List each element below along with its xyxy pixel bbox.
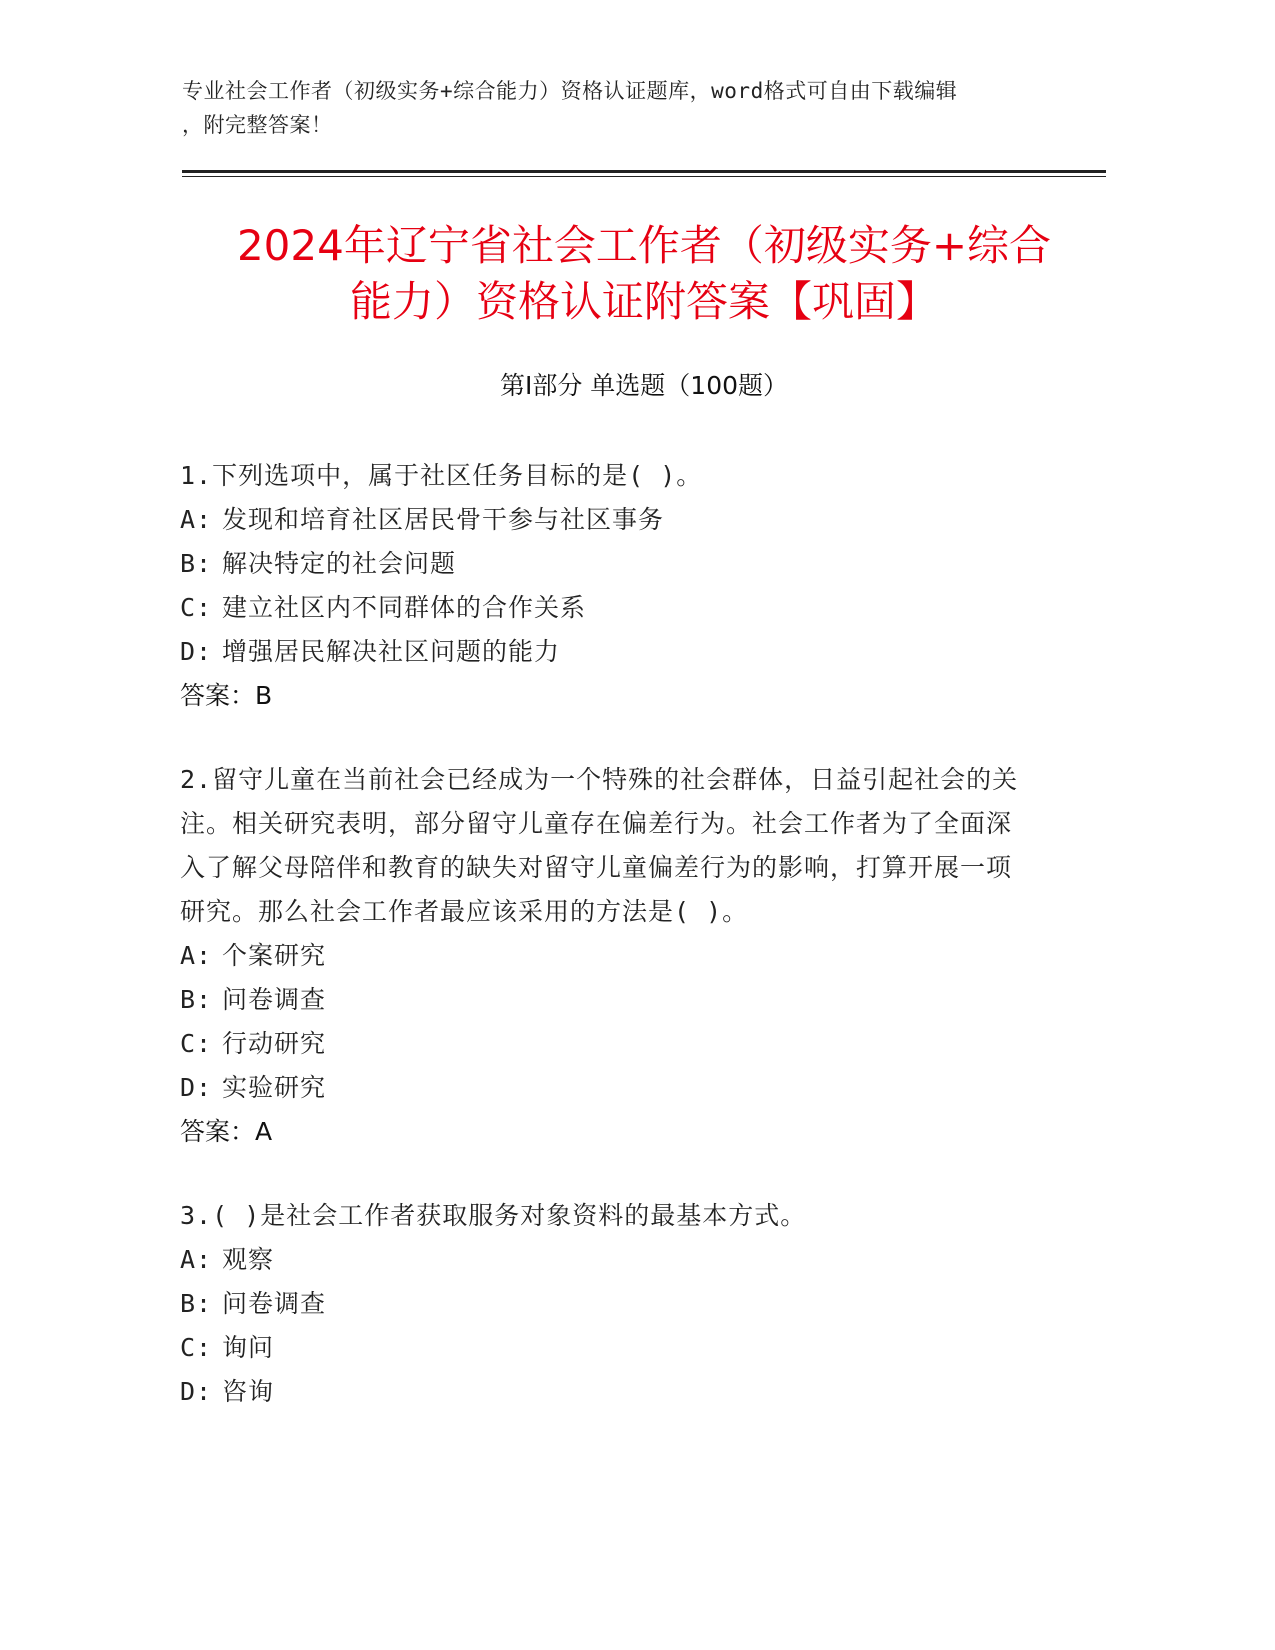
option-text: 解决特定的社会问题 bbox=[222, 549, 457, 578]
option-text: 咨询 bbox=[222, 1377, 275, 1406]
document-title bbox=[182, 218, 1106, 330]
option-letter: D: bbox=[180, 637, 213, 666]
question-stem: 3.( )是社会工作者获取服务对象资料的最基本方式。 bbox=[180, 1201, 807, 1230]
option-text: 发现和培育社区居民骨干参与社区事务 bbox=[222, 505, 665, 534]
answer-label: 答案： bbox=[180, 1117, 256, 1146]
document-title-line-2: 能力）资格认证附答案【巩固】 bbox=[349, 277, 938, 326]
section-heading: 第Ⅰ部分 单选题（100题） bbox=[499, 371, 789, 400]
option-d bbox=[180, 630, 1030, 674]
option-letter: B: bbox=[180, 1289, 213, 1318]
option-a bbox=[180, 934, 1030, 978]
option-text: 问卷调查 bbox=[222, 1289, 327, 1318]
answer-value: A bbox=[255, 1117, 273, 1146]
header-note-line-1: 专业社会工作者（初级实务+综合能力）资格认证题库，word格式可自由下载编辑 bbox=[182, 79, 958, 103]
answer-line bbox=[180, 674, 1030, 718]
option-text: 询问 bbox=[222, 1333, 275, 1362]
option-text: 实验研究 bbox=[222, 1073, 327, 1102]
answer-line bbox=[180, 1110, 1030, 1154]
question-2 bbox=[180, 758, 1030, 1154]
option-d bbox=[180, 1370, 1030, 1414]
option-a bbox=[180, 1238, 1030, 1282]
option-letter: B: bbox=[180, 985, 213, 1014]
answer-label: 答案： bbox=[180, 681, 256, 710]
option-b bbox=[180, 542, 1030, 586]
option-d bbox=[180, 1066, 1030, 1110]
option-letter: A: bbox=[180, 1245, 213, 1274]
question-stem: 2.留守儿童在当前社会已经成为一个特殊的社会群体，日益引起社会的关注。相关研究表明，部分留守儿童存在偏差行为。社会工作者为了全面深入了解父母陪伴和教育的缺失对留守儿童偏差行为的影响，打算开展一项研究。那么社会工作者最应该采用的方法是( )。 bbox=[180, 765, 1019, 926]
answer-value: B bbox=[255, 681, 273, 710]
option-letter: A: bbox=[180, 941, 213, 970]
option-b bbox=[180, 978, 1030, 1022]
option-b bbox=[180, 1282, 1030, 1326]
question-1 bbox=[180, 454, 1030, 718]
option-letter: C: bbox=[180, 1029, 213, 1058]
document-title-line-1: 2024年辽宁省社会工作者（初级实务+综合 bbox=[236, 221, 1052, 270]
header-note-line-2: ，附完整答案！ bbox=[182, 113, 333, 137]
option-text: 增强居民解决社区问题的能力 bbox=[222, 637, 561, 666]
option-text: 个案研究 bbox=[222, 941, 327, 970]
option-letter: D: bbox=[180, 1377, 213, 1406]
option-letter: C: bbox=[180, 593, 213, 622]
option-a bbox=[180, 498, 1030, 542]
option-text: 建立社区内不同群体的合作关系 bbox=[222, 593, 587, 622]
option-text: 行动研究 bbox=[222, 1029, 327, 1058]
header-rule-thin bbox=[182, 176, 1106, 177]
question-stem: 1.下列选项中，属于社区任务目标的是( )。 bbox=[180, 461, 703, 490]
option-letter: C: bbox=[180, 1333, 213, 1362]
header-note bbox=[182, 74, 1062, 142]
option-letter: B: bbox=[180, 549, 213, 578]
option-letter: D: bbox=[180, 1073, 213, 1102]
option-letter: A: bbox=[180, 505, 213, 534]
option-c bbox=[180, 1326, 1030, 1370]
question-3 bbox=[180, 1194, 1030, 1414]
option-text: 观察 bbox=[222, 1245, 275, 1274]
option-text: 问卷调查 bbox=[222, 985, 327, 1014]
header-rule-thick bbox=[182, 170, 1106, 173]
option-c bbox=[180, 1022, 1030, 1066]
option-c bbox=[180, 586, 1030, 630]
